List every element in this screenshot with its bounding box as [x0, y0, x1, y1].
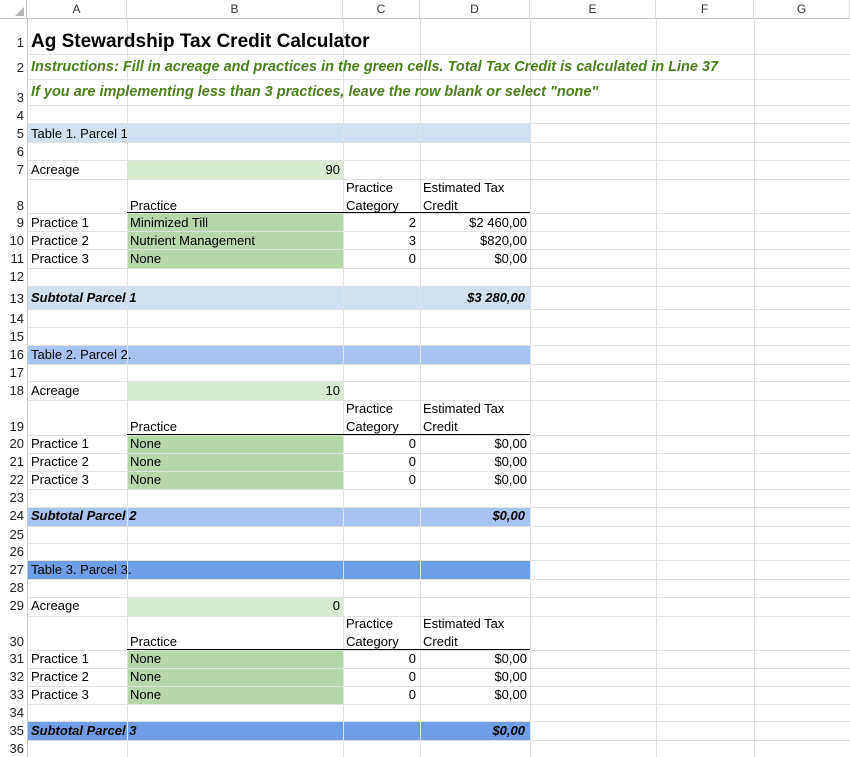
practice-select[interactable]: None	[130, 454, 162, 469]
practice-select[interactable]: Minimized Till	[130, 215, 209, 230]
practice-category[interactable]: 0	[408, 251, 416, 266]
row-header-27[interactable]: 27	[9, 562, 24, 577]
instruction-line-2[interactable]: If you are implementing less than 3 practices, leave the row blank or select "none"	[31, 84, 599, 100]
column-header-a[interactable]: A	[27, 0, 127, 19]
practice-header-1[interactable]: Practice	[130, 198, 177, 213]
row-header-15[interactable]: 15	[9, 329, 24, 344]
estimated-credit[interactable]: $2 460,00	[469, 215, 527, 230]
acreage-value-1[interactable]: 90	[325, 162, 340, 177]
practice-label[interactable]: Practice 3	[31, 472, 89, 487]
estimated-credit[interactable]: $0,00	[494, 687, 527, 702]
practice-header-2[interactable]: Practice	[130, 419, 177, 434]
table3-heading[interactable]: Table 3. Parcel 3.	[31, 562, 132, 577]
estimated-credit[interactable]: $0,00	[494, 454, 527, 469]
instruction-line-1[interactable]: Instructions: Fill in acreage and practices in the green cells. Total Tax Credit is calculated in Line 37	[31, 59, 719, 75]
column-header-d[interactable]: D	[420, 0, 530, 19]
subtotal-label-2[interactable]: Subtotal Parcel 2	[31, 508, 137, 523]
row-header-19[interactable]: 19	[9, 419, 24, 434]
practice-label[interactable]: Practice 2	[31, 669, 89, 684]
row-header-24[interactable]: 24	[9, 508, 24, 523]
practice-select[interactable]: Nutrient Management	[130, 233, 256, 248]
row-header-13[interactable]: 13	[9, 291, 24, 306]
acreage-value-3[interactable]: 0	[332, 598, 340, 613]
subtotal-label-3[interactable]: Subtotal Parcel 3	[31, 723, 137, 738]
row-header-18[interactable]: 18	[9, 383, 24, 398]
column-header-f[interactable]: F	[656, 0, 754, 19]
select-all-corner[interactable]	[0, 0, 27, 19]
practice-label[interactable]: Practice 1	[31, 651, 89, 666]
row-header-21[interactable]: 21	[9, 454, 24, 469]
estimated-credit[interactable]: $820,00	[480, 233, 527, 248]
subtotal-value-3[interactable]: $0,00	[492, 723, 525, 738]
column-header-b[interactable]: B	[127, 0, 343, 19]
table2-heading[interactable]: Table 2. Parcel 2.	[31, 347, 132, 362]
column-header-g[interactable]: G	[754, 0, 850, 19]
row-header-16[interactable]: 16	[9, 347, 24, 362]
practice-category[interactable]: 0	[408, 669, 416, 684]
row-header-10[interactable]: 10	[9, 233, 24, 248]
practice-category-header-3b[interactable]: Category	[346, 634, 399, 649]
acreage-label-3[interactable]: Acreage	[31, 598, 80, 613]
row-header-9[interactable]: 9	[16, 215, 24, 230]
practice-select[interactable]: None	[130, 687, 162, 702]
tax-credit-header-3b[interactable]: Credit	[423, 634, 458, 649]
table3-header-rule	[127, 649, 530, 650]
tax-credit-header-1b[interactable]: Credit	[423, 198, 458, 213]
row-header-3[interactable]: 3	[16, 90, 24, 105]
estimated-credit[interactable]: $0,00	[494, 251, 527, 266]
estimated-credit[interactable]: $0,00	[494, 472, 527, 487]
row-header-7[interactable]: 7	[16, 162, 24, 177]
row-header-5[interactable]: 5	[16, 126, 24, 141]
acreage-value-2[interactable]: 10	[325, 383, 340, 398]
practice-select[interactable]: None	[130, 251, 162, 266]
practice-select[interactable]: None	[130, 651, 162, 666]
table2-header-rule	[127, 434, 530, 435]
row-header-31[interactable]: 31	[9, 651, 24, 666]
practice-category[interactable]: 0	[408, 436, 416, 451]
row-header-33[interactable]: 33	[9, 687, 24, 702]
table1-header-rule	[127, 212, 530, 213]
practice-label[interactable]: Practice 3	[31, 251, 89, 266]
subtotal-value-1[interactable]: $3 280,00	[467, 290, 525, 305]
tax-credit-header-2a[interactable]: Estimated Tax	[423, 401, 505, 416]
practice-category-header-2b[interactable]: Category	[346, 419, 399, 434]
sheet-title[interactable]: Ag Stewardship Tax Credit Calculator	[31, 31, 370, 52]
estimated-credit[interactable]: $0,00	[494, 651, 527, 666]
row-header-32[interactable]: 32	[9, 669, 24, 684]
row-header-12[interactable]: 12	[9, 269, 24, 284]
practice-label[interactable]: Practice 1	[31, 215, 89, 230]
row-header-6[interactable]: 6	[16, 144, 24, 159]
row-header-17[interactable]: 17	[9, 365, 24, 380]
row-header-14[interactable]: 14	[9, 311, 24, 326]
practice-category[interactable]: 0	[408, 687, 416, 702]
row-header-1[interactable]: 1	[16, 35, 24, 50]
practice-label[interactable]: Practice 2	[31, 454, 89, 469]
row-header-25[interactable]: 25	[9, 527, 24, 542]
practice-label[interactable]: Practice 2	[31, 233, 89, 248]
practice-select[interactable]: None	[130, 669, 162, 684]
tax-credit-header-2b[interactable]: Credit	[423, 419, 458, 434]
row-header-2[interactable]: 2	[16, 60, 24, 75]
tax-credit-header-3a[interactable]: Estimated Tax	[423, 616, 505, 631]
practice-category-header-2a[interactable]: Practice	[346, 401, 393, 416]
row-header-23[interactable]: 23	[9, 490, 24, 505]
row-header-34[interactable]: 34	[9, 705, 24, 720]
practice-category-header-3a[interactable]: Practice	[346, 616, 393, 631]
column-header-c[interactable]: C	[343, 0, 420, 19]
row-header-8[interactable]: 8	[16, 198, 24, 213]
practice-category-header-1a[interactable]: Practice	[346, 180, 393, 195]
practice-label[interactable]: Practice 1	[31, 436, 89, 451]
practice-select[interactable]: None	[130, 436, 162, 451]
row-header-36[interactable]: 36	[9, 741, 24, 756]
subtotal-label-1[interactable]: Subtotal Parcel 1	[31, 290, 137, 305]
acreage-label-1[interactable]: Acreage	[31, 162, 80, 177]
row-header-28[interactable]: 28	[9, 580, 24, 595]
practice-category[interactable]: 2	[408, 215, 416, 230]
estimated-credit[interactable]: $0,00	[494, 436, 527, 451]
practice-category[interactable]: 0	[408, 472, 416, 487]
subtotal-value-2[interactable]: $0,00	[492, 508, 525, 523]
practice-category[interactable]: 3	[408, 233, 416, 248]
row-header-35[interactable]: 35	[9, 723, 24, 738]
practice-category-header-1b[interactable]: Category	[346, 198, 399, 213]
table1-heading[interactable]: Table 1. Parcel 1	[31, 126, 128, 141]
practice-category[interactable]: 0	[408, 454, 416, 469]
row-header-11[interactable]: 11	[10, 251, 24, 266]
row-header-26[interactable]: 26	[9, 544, 24, 559]
acreage-label-2[interactable]: Acreage	[31, 383, 80, 398]
practice-header-3[interactable]: Practice	[130, 634, 177, 649]
estimated-credit[interactable]: $0,00	[494, 669, 527, 684]
practice-label[interactable]: Practice 3	[31, 687, 89, 702]
practice-category[interactable]: 0	[408, 651, 416, 666]
row-header-4[interactable]: 4	[16, 108, 24, 123]
column-header-e[interactable]: E	[530, 0, 656, 19]
practice-select[interactable]: None	[130, 472, 162, 487]
row-header-20[interactable]: 20	[9, 436, 24, 451]
row-header-22[interactable]: 22	[9, 472, 24, 487]
row-header-30[interactable]: 30	[9, 634, 24, 649]
row-header-29[interactable]: 29	[9, 598, 24, 613]
tax-credit-header-1a[interactable]: Estimated Tax	[423, 180, 505, 195]
